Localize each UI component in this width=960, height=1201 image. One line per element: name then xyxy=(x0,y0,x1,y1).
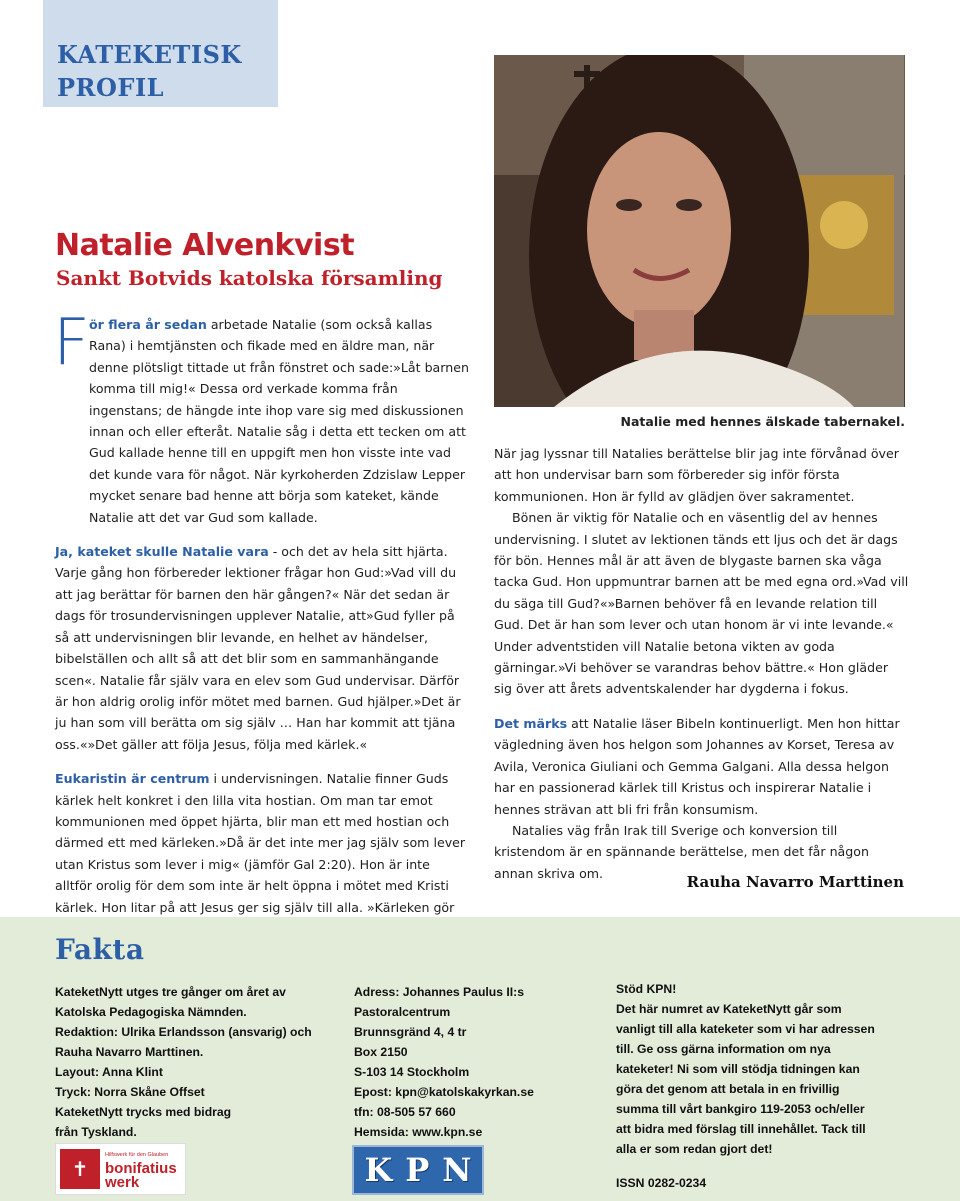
logo-name-line-1: bonifatius xyxy=(105,1160,177,1177)
logo-name-line-2: werk xyxy=(105,1174,140,1191)
fakta-line: kateketer! Ni som vill stödja tidningen kan xyxy=(616,1062,860,1076)
drop-cap: F xyxy=(53,306,90,380)
section-line-2: PROFIL xyxy=(57,73,165,102)
fakta-column-publication xyxy=(55,982,335,1142)
section-tab xyxy=(43,0,278,107)
fakta-line: till. Ge oss gärna information om nya xyxy=(616,1042,831,1056)
kpn-letter: K xyxy=(364,1151,393,1189)
fakta-line: S-103 14 Stockholm xyxy=(354,1065,470,1079)
phone-number: tfn: 08-505 57 660 xyxy=(354,1105,456,1119)
portrait-illustration xyxy=(494,55,905,407)
fakta-line: Box 2150 xyxy=(354,1045,408,1059)
fakta-line: Rauha Navarro Marttinen. xyxy=(55,1045,204,1059)
fakta-line: Adress: Johannes Paulus II:s xyxy=(354,985,525,999)
cross-icon: ✝ xyxy=(60,1149,100,1189)
fakta-title: Fakta xyxy=(55,933,145,966)
article-title: Natalie Alvenkvist xyxy=(55,228,355,263)
fakta-column-support xyxy=(616,979,916,1193)
paragraph-text: att Natalie läser Bibeln kontinuerligt. Men hon hittar vägledning även hos helgon som Johannes av Korset, Teresa av Avila, Veronica Giuliani och Gemma Galgani. Alla dessa helgon har en passionerad kärlek till Kristus och inspirerar Natalie i hennes strävan att bli fri från konsumism. xyxy=(494,715,900,817)
paragraph xyxy=(494,713,909,820)
fakta-line: Redaktion: Ulrika Erlandsson (ansvarig) och xyxy=(55,1025,312,1039)
fakta-line: KateketNytt trycks med bidrag xyxy=(55,1105,232,1119)
lead-in: Ja, kateket skulle Natalie vara xyxy=(55,544,269,560)
paragraph-text: i undervisningen. Natalie finner Guds kärlek helt konkret i den lilla vita hostian. Om man tar emot kommunionen med öppet hjärta, blir man ett med hostian och därmed ett med kärleken.»Då är det inte mer jag själv som lever utan Kristus som lever i mig« (jämför Gal 2:20). Hon är inte alltför orolig för dem som inte är helt öppna i mötet med Kristi kärlek. Hon litar på att Jesus ger sig själv till alla. »Kärleken gör xyxy=(55,771,466,915)
support-heading: Stöd KPN! xyxy=(616,982,677,996)
email-link[interactable]: Epost: kpn@katolskakyrkan.se xyxy=(354,1085,534,1099)
fakta-line: Layout: Anna Klint xyxy=(55,1065,163,1079)
fakta-box xyxy=(0,917,960,1201)
fakta-line: från Tyskland. xyxy=(55,1125,137,1139)
article-column-right xyxy=(494,443,909,884)
article-column-left xyxy=(53,306,470,939)
lead-in: Eukaristin är centrum xyxy=(55,771,210,787)
fakta-line: Det här numret av KateketNytt går som xyxy=(616,1002,842,1016)
paragraph-text: arbetade Natalie (som också kallas Rana) i hemtjänsten och fikade med en äldre man, när denne plötsligt tittade ut från fönstret och sade:»Låt barnen komma till mig!« Dessa ord verkade komma från ingenstans; de hängde inte ihop vare sig med diskussionen innan och eller efteråt. Natalie såg i detta ett tecken om att Gud kallade henne till en uppgift men hon visste inte vad det kunde vara för något. När kyrkoherden Zdzislaw Lepper mycket senare bad henne att börja som kateket, kände Natalie att det var Gud som kallade. xyxy=(89,317,469,525)
fakta-line: KateketNytt utges tre gånger om året av xyxy=(55,985,286,999)
fakta-line: Brunnsgränd 4, 4 tr xyxy=(354,1025,467,1039)
photo-caption: Natalie med hennes älskade tabernakel. xyxy=(620,414,905,429)
fakta-line: summa till vårt bankgiro 119-2053 och/eller xyxy=(616,1102,865,1116)
fakta-column-address xyxy=(354,982,584,1142)
fakta-line: Katolska Pedagogiska Nämnden. xyxy=(55,1005,247,1019)
issn-number: ISSN 0282-0234 xyxy=(616,1176,707,1190)
paragraph xyxy=(55,768,470,939)
fakta-line: göra det genom att betala in en frivillig xyxy=(616,1082,840,1096)
logo-tagline: Hilfswerk für den Glauben xyxy=(105,1152,169,1158)
lead-in: Det märks xyxy=(494,715,568,731)
paragraph: Natalies väg från Irak till Sverige och konversion till kristendom är en spännande berättelse, men det får någon annan skriva om. xyxy=(494,822,869,881)
section-line-1: KATEKETISK xyxy=(57,40,242,69)
fakta-line: Pastoralcentrum xyxy=(354,1005,451,1019)
kpn-letter: P xyxy=(405,1151,430,1189)
fakta-line: alla er som redan gjort det! xyxy=(616,1142,773,1156)
lead-in: ör flera år sedan xyxy=(89,317,207,332)
fakta-line: vanligt till alla kateketer som vi har adressen xyxy=(616,1022,875,1036)
paragraph xyxy=(55,541,470,755)
paragraph-text: - och det av hela sitt hjärta. Varje gång hon förbereder lektioner frågar hon Gud:»Vad vill du att jag berättar för barnen den här gången?« När det sedan är dags för trosundervisningen upplever Natalie, att»Gud fyller på så att undervisningen blir levande, en helhet av händelser, bibelställen och allt så att det blir som en sammanhängande scen«. Natalie får själv vara en elev som Gud undervisar. Därför är hon aldrig orolig inför mötet med barnen. Gud hjälper.»Det är ju han som vill berätta om sig själv … Han har kommit att tjäna oss.«»Det gäller att följa Jesus, följa med kärlek.« xyxy=(55,544,461,752)
kpn-logo xyxy=(352,1145,484,1195)
website-link[interactable]: Hemsida: www.kpn.se xyxy=(354,1125,483,1139)
paragraph xyxy=(53,306,470,528)
fakta-line: att bidra med förslag till innehållet. Tack till xyxy=(616,1122,866,1136)
author-byline: Rauha Navarro Marttinen xyxy=(686,873,904,891)
fakta-line: Tryck: Norra Skåne Offset xyxy=(55,1085,205,1099)
article-subtitle: Sankt Botvids katolska församling xyxy=(56,266,443,290)
portrait-photo xyxy=(494,55,905,407)
paragraph: Bönen är viktig för Natalie och en väsentlig del av hennes undervisning. I slutet av lektionen tänds ett ljus och det är dags för bön. Hennes mål är att även de blygaste barnen ska våga tacka Gud. Hon uppmuntrar barnen att be med egna ord.»Vad vill du säga till Gud?«»Barnen behöver få en levande relation till Gud. Det är han som lever och utan honom är vi inte levande.« Under adventstiden vill Natalie betona vikten av goda gärningar.»Vi behöver se varandras behov bättre.« Hon gläder sig över att årets adventskalender har dygderna i fokus. xyxy=(494,510,909,697)
bonifatiuswerk-logo xyxy=(55,1143,186,1195)
paragraph: När jag lyssnar till Natalies berättelse blir jag inte förvånad över att hon undervisar barn som förbereder sig inför första kommunionen. Hon är fylld av glädjen över sakramentet. xyxy=(494,446,899,504)
kpn-letter: N xyxy=(442,1151,472,1189)
